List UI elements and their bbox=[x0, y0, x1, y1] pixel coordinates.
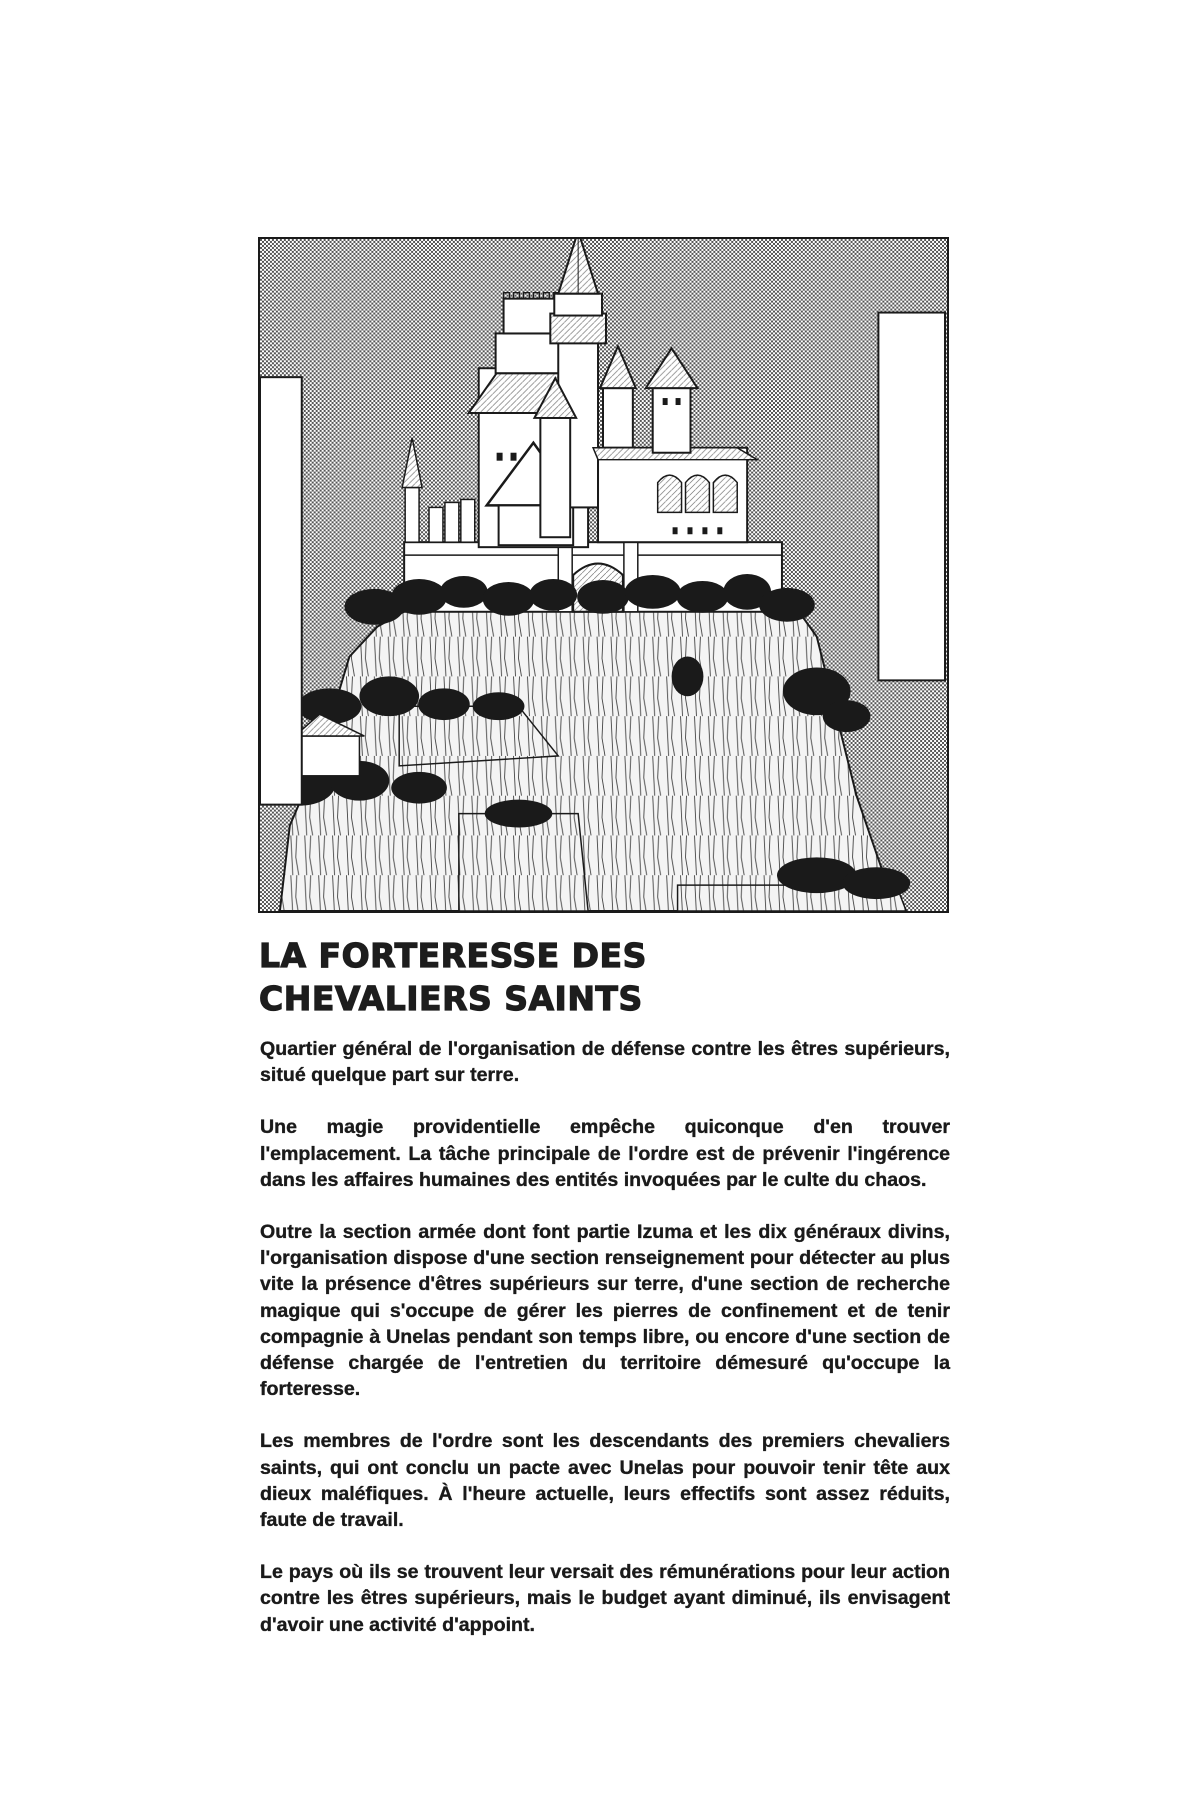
paragraph: Les membres de l'ordre sont les descendants des premiers chevaliers saints, qui ont conclu un pacte avec Unelas pour pouvoir tenir tête aux dieux maléfiques. À l'heure actuelle, leurs effectifs sont assez réduits, faute de travail. bbox=[260, 1430, 950, 1532]
fortress-illustration bbox=[260, 239, 947, 911]
title-line: LA FORTERESSE DES bbox=[259, 936, 647, 975]
paragraph: Outre la section armée dont font partie Izuma et les dix généraux divins, l'organisation dispose d'une section renseignement pour détecter au plus vite la présence d'êtres supérieurs sur terre, d'une section de recherche magique qui s'occupe de gérer les pierres de confinement et de tenir compagnie à Unelas pendant son temps libre, ou encore d'une section de défense chargée de l'entretien du territoire démesuré qu'occupe la forteresse. bbox=[260, 1221, 950, 1401]
title-line: CHEVALIERS SAINTS bbox=[259, 979, 643, 1018]
article-body bbox=[260, 1036, 950, 1664]
paragraph: Quartier général de l'organisation de défense contre les êtres supérieurs, situé quelque part sur terre. bbox=[260, 1038, 950, 1087]
paragraph: Le pays où ils se trouvent leur versait des rémunérations pour leur action contre les êtres supérieurs, mais le budget ayant diminué, ils envisagent d'avoir une activité d'appoint. bbox=[260, 1561, 950, 1636]
caption-box-left bbox=[260, 377, 302, 804]
article-title bbox=[259, 934, 959, 1020]
paragraph: Une magie providentielle empêche quiconque d'en trouver l'emplacement. La tâche principale de l'ordre est de prévenir l'ingérence dans les affaires humaines des entités invoquées par le culte du chaos. bbox=[260, 1116, 950, 1191]
caption-box-right bbox=[878, 313, 945, 681]
illustration-panel bbox=[258, 237, 949, 913]
